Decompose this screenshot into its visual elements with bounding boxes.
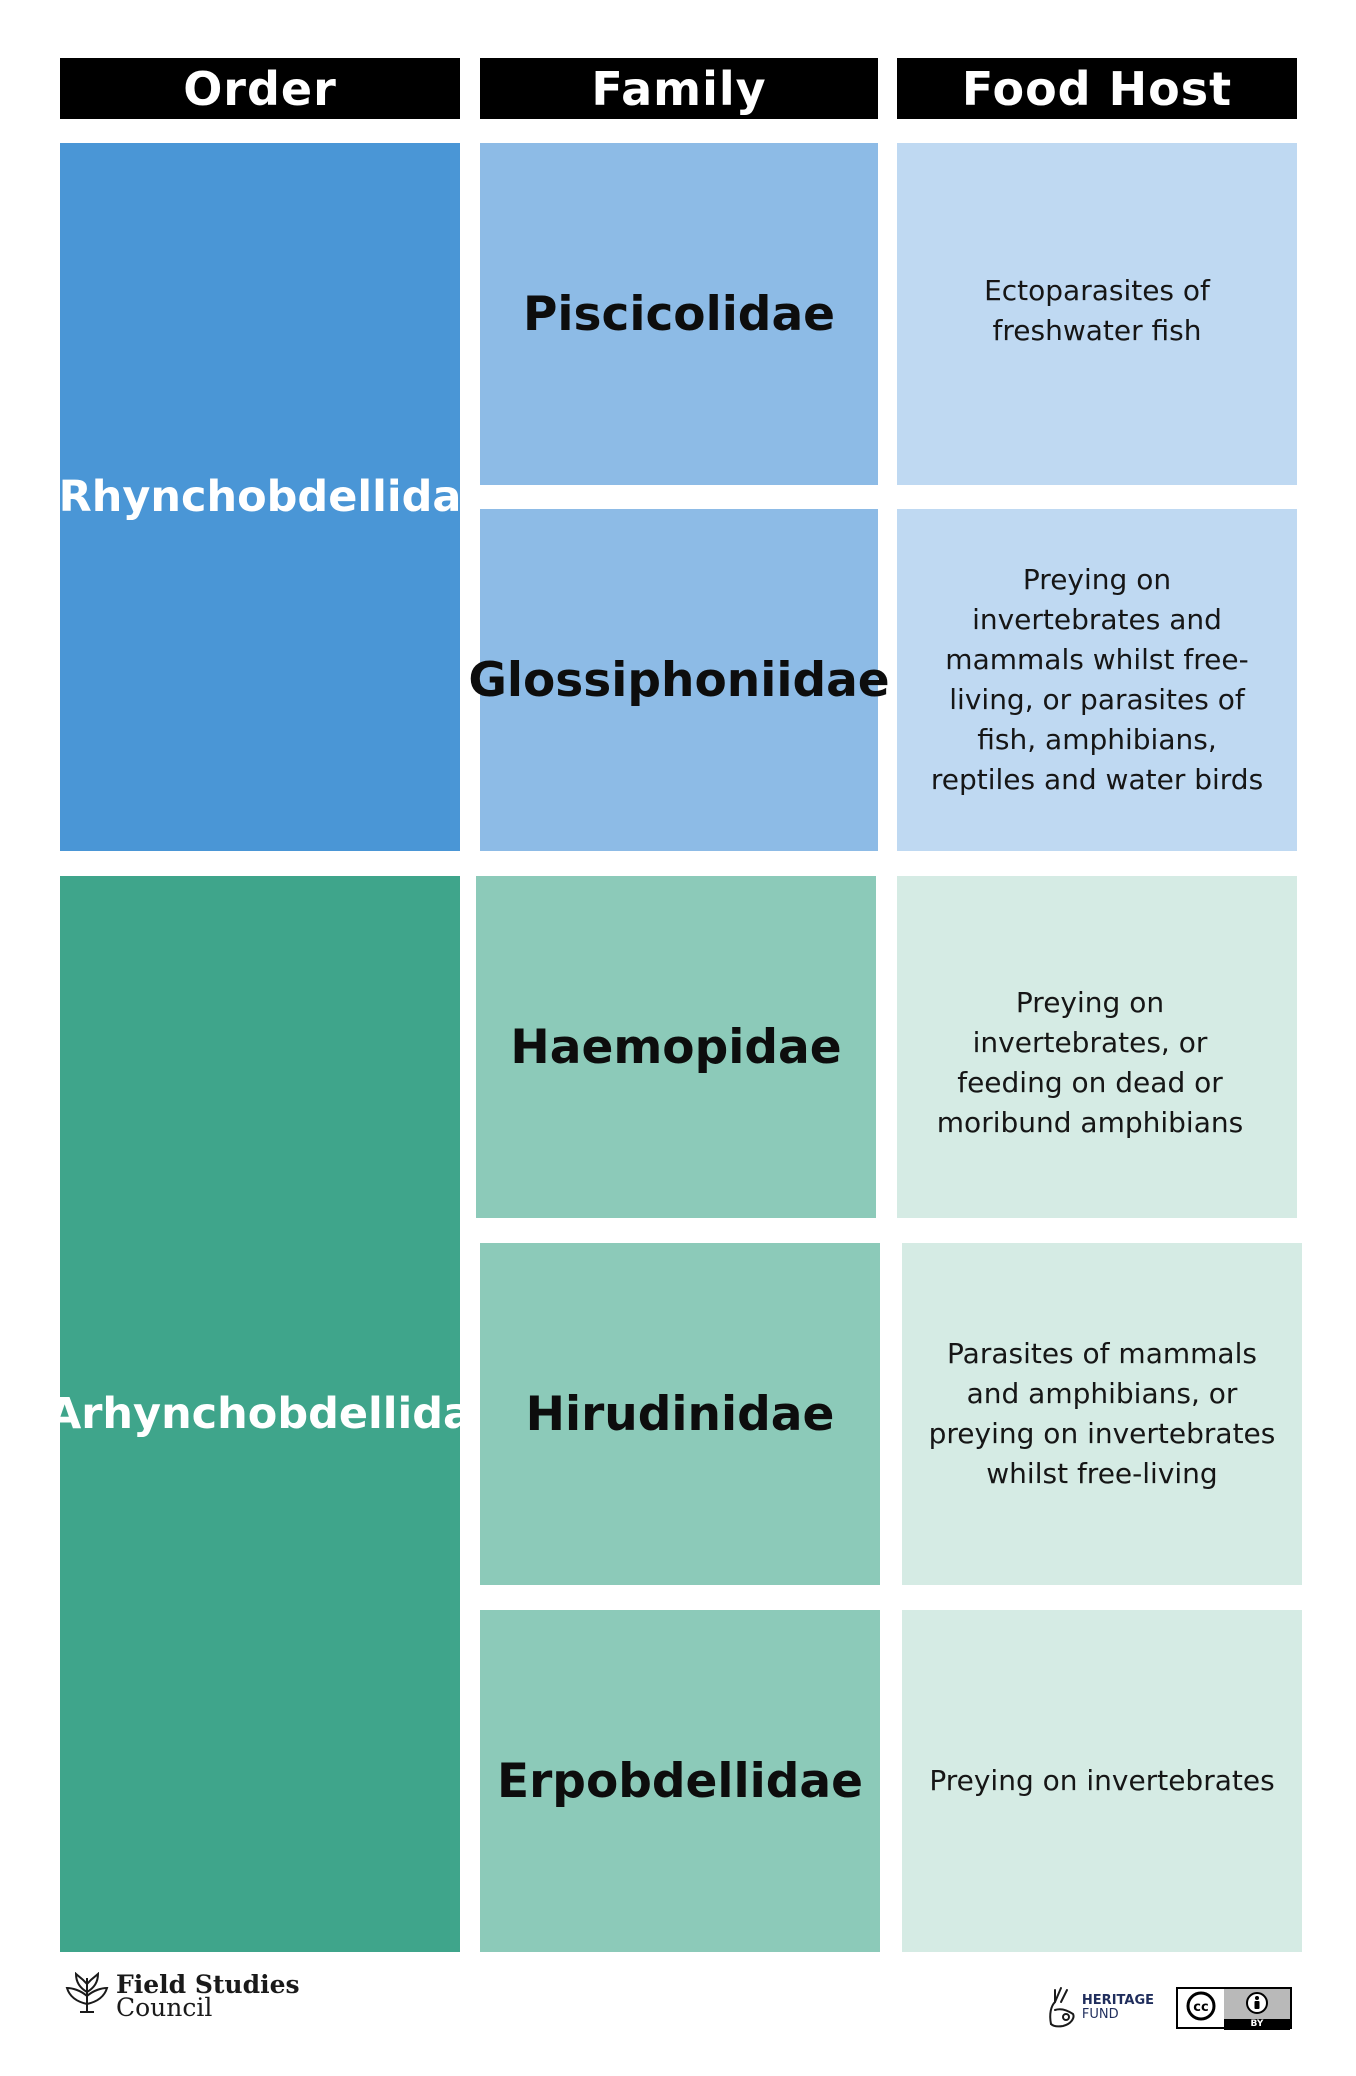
attribution-person-icon	[1245, 1991, 1269, 2019]
food-host-column-header: Food Host	[897, 58, 1297, 119]
food-host-cell-glossiphoniidae	[897, 509, 1297, 851]
order-column-header: Order	[60, 58, 460, 119]
family-cell-piscicolidae: Piscicolidae	[480, 143, 878, 485]
food-host-text: Preying on invertebrates, or feeding on dead or moribund amphibians	[936, 986, 1244, 1139]
order-cell-rhynchobdellida: Rhynchobdellida	[60, 143, 460, 851]
family-cell-glossiphoniidae: Glossiphoniidae	[480, 509, 878, 851]
cc-by-license-badge	[1176, 1987, 1292, 2029]
fund-word: FUND	[1081, 2007, 1119, 2022]
svg-text:cc: cc	[1193, 2000, 1209, 2015]
order-cell-arhynchobdellida: Arhynchobdellida	[60, 876, 460, 1952]
footer-right-logos	[1045, 1984, 1292, 2032]
food-host-text: Preying on invertebrates	[929, 1764, 1275, 1797]
family-cell-haemopidae: Haemopidae	[476, 876, 876, 1218]
food-host-text: Parasites of mammals and amphibians, or preying on invertebrates whilst free-living	[928, 1337, 1276, 1490]
heritage-fund-logo	[1045, 1984, 1154, 2032]
fsc-name-line2: Council	[116, 1993, 213, 2022]
food-host-cell-hirudinidae	[902, 1243, 1302, 1585]
food-host-cell-erpobdellidae	[902, 1610, 1302, 1952]
food-host-cell-haemopidae	[897, 876, 1297, 1218]
food-host-text: Ectoparasites of freshwater fish	[984, 274, 1210, 347]
cc-by-label: BY	[1224, 2019, 1290, 2030]
food-host-cell-piscicolidae	[897, 143, 1297, 485]
creative-commons-icon	[1185, 1990, 1217, 2026]
heritage-fund-hand-icon	[1045, 1984, 1079, 2032]
fsc-name-line1: Field Studies	[116, 1970, 300, 1999]
family-cell-hirudinidae: Hirudinidae	[480, 1243, 880, 1585]
field-studies-council-logo	[64, 1972, 300, 2020]
heritage-word: HERITAGE	[1081, 1993, 1154, 2008]
food-host-text: Preying on invertebrates and mammals whilst free-living, or parasites of fish, amphibians, reptiles and water birds	[930, 563, 1264, 796]
family-cell-erpobdellidae: Erpobdellidae	[480, 1610, 880, 1952]
fsc-leaf-logo-icon	[64, 1972, 110, 2020]
family-column-header: Family	[480, 58, 878, 119]
